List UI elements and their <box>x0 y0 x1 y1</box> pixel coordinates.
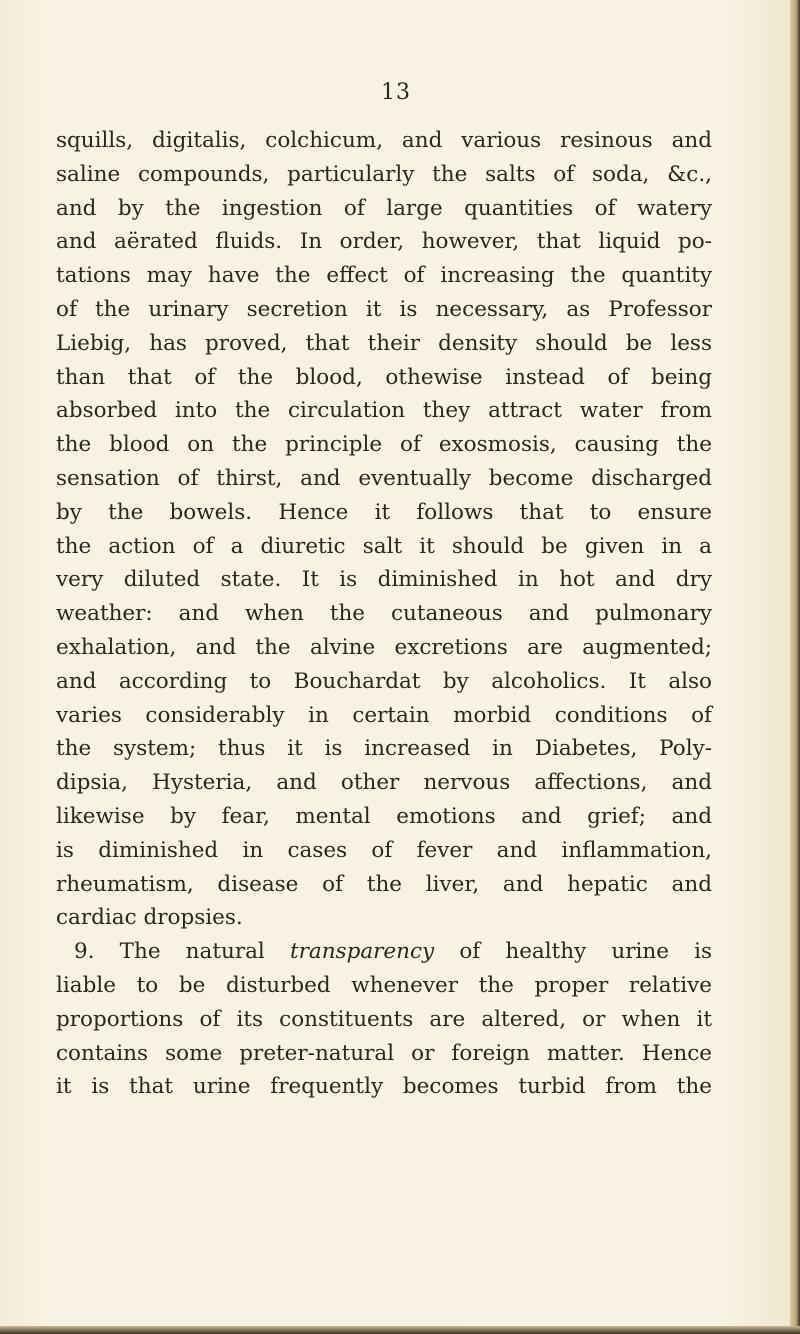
text-line: and aërated fluids. In order, however, that liquid po- <box>56 229 712 255</box>
text-line: dipsia, Hysteria, and other nervous affections, and <box>56 770 712 796</box>
text-line: squills, digitalis, colchicum, and various resinous and <box>56 128 712 153</box>
text-line: varies considerably in certain morbid conditions of <box>56 702 712 728</box>
text-line: weather: and when the cutaneous and pulmonary <box>56 601 712 627</box>
text-line: very diluted state. It is diminished in hot and dry <box>56 567 712 593</box>
page-edge-right <box>790 0 800 1334</box>
page-number: 13 <box>381 80 411 105</box>
text-line: sensation of thirst, and eventually become discharged <box>56 465 712 491</box>
paragraph-9-start: 9. The natural <box>74 939 290 965</box>
text-line: the blood on the principle of exosmosis, causing the <box>56 432 712 458</box>
emphasis-transparency: transparency <box>289 939 435 965</box>
text-line: proportions of its constituents are altered, or when it <box>56 1006 712 1032</box>
text-line: liable to be disturbed whenever the proper relative <box>56 972 712 998</box>
text-line: absorbed into the circulation they attract water from <box>56 398 712 424</box>
text-line: the system; thus it is increased in Diabetes, Poly- <box>56 736 712 762</box>
text-line: contains some preter-natural or foreign matter. Hence <box>56 1040 712 1066</box>
text-line: by the bowels. Hence it follows that to ensure <box>56 499 712 525</box>
text-line: is diminished in cases of fever and inflammation, <box>56 837 712 863</box>
text-line: cardiac dropsies. <box>56 905 243 931</box>
text-line: Liebig, has proved, that their density should be less <box>56 330 712 356</box>
text-line: saline compounds, particularly the salts of soda, &c., <box>56 161 712 187</box>
text-line: exhalation, and the alvine excretions are augmented; <box>56 634 712 660</box>
page-edge-bottom <box>0 1326 800 1334</box>
text-line: rheumatism, disease of the liver, and hepatic and <box>56 871 712 897</box>
text-line: the action of a diuretic salt it should be given in a <box>56 533 712 559</box>
paragraph-9-first-line <box>56 935 712 969</box>
paragraph-9-end: of healthy urine is <box>434 939 712 965</box>
text-line: of the urinary secretion it is necessary, as Professor <box>56 296 712 322</box>
text-line: and according to Bouchardat by alcoholics. It also <box>56 668 712 694</box>
text-line: than that of the blood, othewise instead of being <box>56 364 712 390</box>
text-line: it is that urine frequently becomes turbid from the <box>56 1074 712 1100</box>
text-line: tations may have the effect of increasing the quantity <box>56 263 712 289</box>
text-line: likewise by fear, mental emotions and grief; and <box>56 803 712 829</box>
text-line: and by the ingestion of large quantities of watery <box>56 195 712 221</box>
body-text <box>56 124 712 1104</box>
